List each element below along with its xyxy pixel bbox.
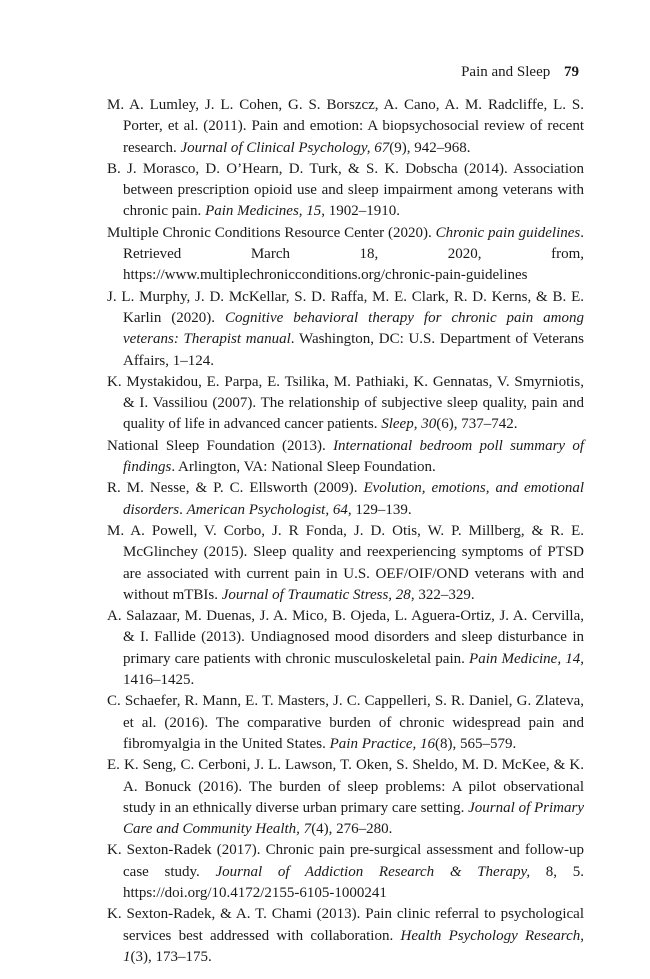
reference-entry <box>107 159 584 223</box>
reference-source-italic: Pain Practice, 16 <box>329 735 436 752</box>
reference-entry <box>107 287 584 372</box>
reference-source-italic: Evolution, emotions, and emotional disorders <box>123 480 584 518</box>
reference-source-italic: American Psychologist, 64 <box>186 501 348 518</box>
reference-source-italic: Sleep, 30 <box>381 416 437 433</box>
reference-entry <box>107 436 584 479</box>
reference-text: R. M. Nesse, & P. C. Ellsworth (2009). <box>107 480 364 497</box>
running-head <box>461 62 579 82</box>
reference-source-italic: Journal of Clinical Psychology, 67 <box>180 139 390 156</box>
reference-text: , 1416–1425. <box>123 650 584 689</box>
reference-entry <box>107 755 584 840</box>
reference-text: M. A. Lumley, J. L. Cohen, G. S. Borszcz, A. Cano, A. M. Radcliffe, L. S. Porter, et al. (2011). Pain and emotion: A biopsychosocial review of recent research. <box>107 97 584 156</box>
reference-entry <box>107 840 584 904</box>
reference-source-italic: Journal of Primary Care and Community Health, 7 <box>123 799 585 838</box>
reference-text: C. Schaefer, R. Mann, E. T. Masters, J. C. Cappelleri, S. R. Daniel, G. Zlateva, et al. (2016). The comparative burden of chronic widespread pain and fibromyalgia in the United States. <box>107 693 584 752</box>
reference-text: National Sleep Foundation (2013). <box>107 437 334 454</box>
reference-source-italic: Journal of Addiction Research & Therapy, <box>215 863 531 880</box>
reference-text: A. Salazaar, M. Duenas, J. A. Mico, B. Ojeda, L. Aguera-Ortiz, J. A. Cervilla, & I. Fallide (2013). Undiagnosed mood disorders and sleep disturbance in primary care patients with chronic musculoskeletal pain. <box>107 608 584 667</box>
reference-source-italic: Cognitive behavioral therapy for chronic pain among veterans: Therapist manual <box>123 309 585 348</box>
reference-text: (9), 942–968. <box>389 139 471 156</box>
reference-entry <box>107 95 584 159</box>
reference-entry <box>107 691 584 755</box>
page-number: 79 <box>564 64 579 80</box>
reference-text: . Retrieved March 18, 2020, from, https://www.multiplechronicconditions.org/chronic-pain-guidelines <box>123 224 584 284</box>
reference-text: Multiple Chronic Conditions Resource Center (2020). <box>107 224 436 241</box>
running-head-title: Pain and Sleep <box>461 64 551 80</box>
reference-entry <box>107 904 584 968</box>
reference-text: K. Sexton-Radek, & A. T. Chami (2013). Pain clinic referral to psychological services best addressed with collaboration. <box>107 906 584 944</box>
reference-text: 8, 5. https://doi.org/10.4172/2155-6105-1000241 <box>123 863 584 901</box>
reference-source-italic: Journal of Traumatic Stress, 28 <box>221 586 411 603</box>
reference-text: K. Mystakidou, E. Parpa, E. Tsilika, M. Pathiaki, K. Gennatas, V. Smyrniotis, & I. Vassiliou (2007). The relationship of subjective sleep quality, pain and quality of life in advanced cancer patients. <box>107 373 584 433</box>
reference-entry <box>107 223 584 287</box>
reference-text: J. L. Murphy, J. D. McKellar, S. D. Raffa, M. E. Clark, R. D. Kerns, & B. E. Karlin (2020). <box>107 288 584 326</box>
reference-source-italic: Health Psychology Research, 1 <box>123 927 584 965</box>
reference-source-italic: Chronic pain guidelines <box>435 224 581 241</box>
reference-text: . Arlington, VA: National Sleep Foundation. <box>171 459 436 476</box>
reference-text: K. Sexton-Radek (2017). Chronic pain pre-surgical assessment and follow-up case study. <box>107 842 584 880</box>
reference-text: , 322–329. <box>410 586 475 603</box>
reference-text: (6), 737–742. <box>436 416 518 433</box>
reference-list <box>107 95 584 968</box>
reference-text: E. K. Seng, C. Cerboni, J. L. Lawson, T. Oken, S. Sheldo, M. D. McKee, & K. A. Bonuck (2016). The burden of sleep problems: A pilot observational study in an ethnically diverse urban primary care setting. <box>107 757 584 816</box>
reference-text: (3), 173–175. <box>130 948 212 965</box>
reference-text: , 129–139. <box>347 501 412 518</box>
reference-source-italic: Pain Medicine, 14 <box>469 650 581 667</box>
reference-text: (4), 276–280. <box>311 821 393 838</box>
reference-text: M. A. Powell, V. Corbo, J. R Fonda, J. D. Otis, W. P. Millberg, & R. E. McGlinchey (2015). Sleep quality and reexperiencing symptoms of PTSD are associated with current pain in U.S. OEF/OIF/OND veterans with and without mTBIs. <box>107 522 584 603</box>
reference-entry <box>107 606 584 691</box>
reference-source-italic: Pain Medicines, 15 <box>205 203 322 220</box>
reference-entry <box>107 478 584 521</box>
reference-source-italic: International bedroom poll summary of findings <box>123 437 584 476</box>
reference-text: . Washington, DC: U.S. Department of Veterans Affairs, 1–124. <box>123 331 584 369</box>
reference-text: (8), 565–579. <box>435 735 517 752</box>
reference-entry <box>107 521 584 606</box>
reference-text: , 1902–1910. <box>321 203 401 220</box>
reference-text: . <box>179 501 187 518</box>
reference-text: B. J. Morasco, D. O’Hearn, D. Turk, & S. K. Dobscha (2014). Association between prescription opioid use and sleep impairment among veterans with chronic pain. <box>107 160 584 220</box>
reference-entry <box>107 372 584 436</box>
